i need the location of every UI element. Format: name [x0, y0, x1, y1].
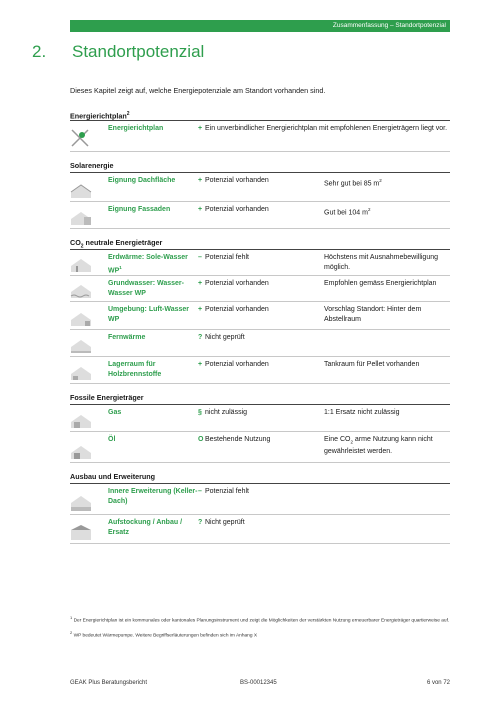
wood-storage-icon: [70, 357, 108, 383]
row-holz: [70, 357, 450, 384]
row-aufstockung: [70, 515, 450, 544]
row-note: 1:1 Ersatz nicht zulässig: [324, 409, 400, 416]
footnotes: [70, 614, 450, 643]
row-label: Gas: [108, 409, 122, 416]
section-title-co2: $CO_2$ neutrale Energieträger: [70, 237, 450, 250]
row-note: Vorschlag Standort: Hinter dem Abstellraum: [324, 306, 422, 323]
row-note: Empfohlen gemäss Energierichtplan: [324, 280, 437, 287]
section-title-energierichtplan: Energierichtplan$^2$: [70, 108, 450, 121]
row-solar-dach: [70, 173, 450, 202]
row-label: Aufstockung / Anbau / Ersatz: [108, 519, 183, 536]
row-status: + Potenzial vorhanden: [198, 206, 269, 213]
row-label: Öl: [108, 436, 116, 443]
row-gas: [70, 405, 450, 432]
row-energierichtplan: [70, 121, 450, 152]
question-icon: ?: [198, 334, 203, 341]
footer-report-name: GEAK Plus Beratungsbericht: [70, 680, 148, 686]
map-pin-icon: [70, 121, 108, 151]
minus-icon: –: [198, 254, 202, 261]
plus-icon: +: [198, 177, 203, 184]
row-oel: [70, 432, 450, 463]
footnote-1: $^1$ Der Energierichtplan ist ein kommunales oder kantonales Planungsinstrument und zeigt die Möglichkeiten der verstärkten Nutzung erneuerbarer Energieträger quartierweise auf.: [70, 615, 450, 624]
row-status: + Ein unverbindlicher Energierichtplan mit empfohlenen Energieträgern liegt vor.: [198, 125, 448, 132]
row-status: + Potenzial vorhanden: [198, 306, 269, 313]
row-status: + Potenzial vorhanden: [198, 177, 269, 184]
ground-probe-icon: [70, 250, 108, 275]
row-note: Höchstens mit Ausnahmebewilligung möglich.: [324, 254, 439, 271]
plus-icon: +: [198, 280, 203, 287]
row-label: Umgebung: Luft-Wasser WP: [108, 306, 190, 323]
chapter-heading: [32, 42, 204, 62]
question-icon: ?: [198, 519, 203, 526]
row-label: Lagerraum für Holzbrennstoffe: [108, 361, 162, 378]
row-status: ? Nicht geprüft: [198, 519, 245, 526]
row-erdwaerme: [70, 250, 450, 276]
footnote-2: $^2$ WP bedeutet Wärmepumpe. Weitere Begriffserläuterungen befinden sich im Anhang X: [70, 629, 258, 639]
gas-icon: [70, 405, 108, 431]
row-umgebung: [70, 302, 450, 330]
section-title-ausbau: Ausbau und Erweiterung: [70, 471, 450, 484]
row-solar-fassade: [70, 202, 450, 229]
row-status: O Bestehende Nutzung: [198, 436, 271, 443]
house-roof-icon: [70, 173, 108, 201]
footer-report-id: BS-00012345: [240, 680, 277, 686]
running-header: Zusammenfassung – Standortpotenzial: [70, 20, 450, 32]
row-label: Eignung Dachfläche: [108, 177, 176, 184]
row-note: [324, 330, 450, 356]
row-label: Erdwärme: Sole-Wasser $WP^1$: [108, 254, 188, 275]
row-status: + Potenzial vorhanden: [198, 361, 269, 368]
district-heating-icon: [70, 330, 108, 356]
row-grundwasser: [70, 276, 450, 302]
section-title-fossil: Fossile Energieträger: [70, 392, 450, 405]
row-innere-erweiterung: [70, 484, 450, 515]
row-label: Grundwasser: Wasser-Wasser WP: [108, 280, 184, 297]
plus-icon: +: [198, 306, 203, 313]
row-label: Innere Erweiterung (Keller-Dach): [108, 488, 198, 505]
row-status: – Potenzial fehlt: [198, 488, 249, 495]
row-note: Eine $CO_2$ arme Nutzung kann nicht gewährleistet werden.: [324, 436, 433, 456]
house-facade-icon: [70, 202, 108, 228]
row-fernwaerme: [70, 330, 450, 357]
chapter-number: 2.: [32, 42, 47, 61]
oil-icon: [70, 432, 108, 462]
row-note: Tankraum für Pellet vorhanden: [324, 361, 420, 368]
plus-icon: +: [198, 361, 203, 368]
interior-extension-icon: [70, 484, 108, 514]
row-note: [324, 515, 450, 543]
extension-icon: [70, 515, 108, 543]
plus-icon: +: [198, 206, 203, 213]
groundwater-icon: [70, 276, 108, 301]
row-label: Energierichtplan: [108, 125, 164, 132]
row-status: – Potenzial fehlt: [198, 254, 249, 261]
row-label: Eignung Fassaden: [108, 206, 171, 213]
row-note: [324, 484, 450, 514]
row-note: Gut bei 104 $m^2$: [324, 207, 371, 217]
row-label: Fernwärme: [108, 334, 146, 341]
circle-icon: O: [198, 436, 204, 443]
intro-text: Dieses Kapitel zeigt auf, welche Energiepotenziale am Standort vorhanden sind.: [70, 86, 326, 95]
row-note: Sehr gut bei 85 $m^2$: [324, 178, 382, 188]
section-title-solar: Solarenergie: [70, 160, 450, 173]
potential-table: [70, 102, 450, 544]
minus-icon: –: [198, 488, 202, 495]
row-status: § nicht zulässig: [198, 409, 248, 416]
row-status: + Potenzial vorhanden: [198, 280, 269, 287]
air-heatpump-icon: [70, 302, 108, 329]
paragraph-icon: §: [198, 409, 202, 416]
row-status: ? Nicht geprüft: [198, 334, 245, 341]
footer-page-number: 6 von 72: [426, 680, 450, 686]
plus-icon: +: [198, 125, 203, 132]
chapter-title: Standortpotenzial: [72, 42, 205, 61]
